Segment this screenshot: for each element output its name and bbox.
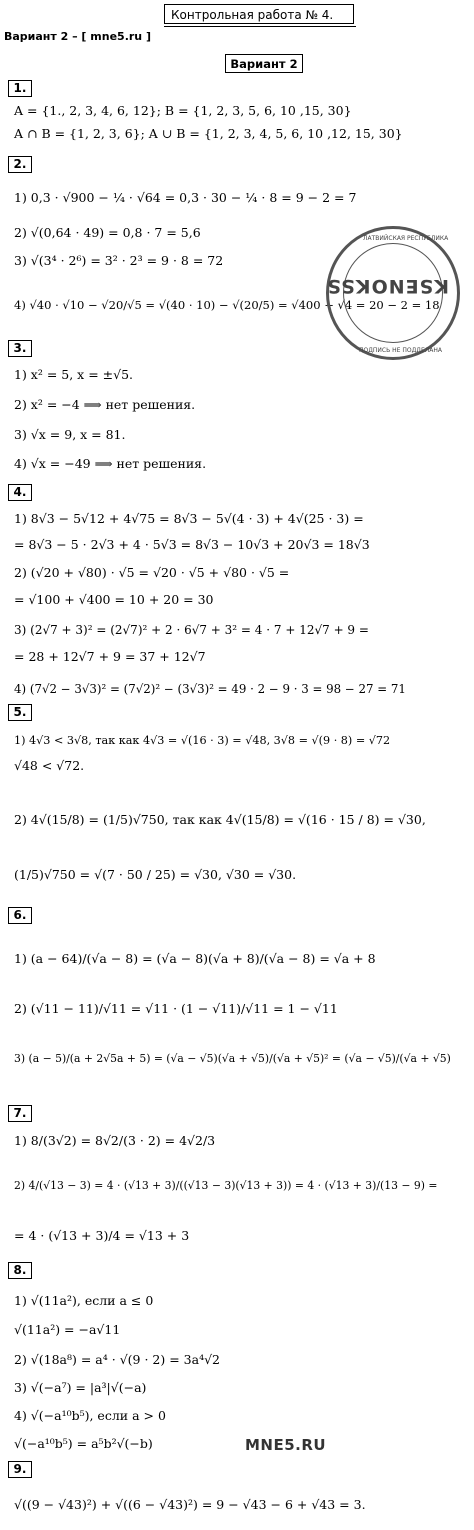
problem-4-line: 4) (7√2 − 3√3)² = (7√2)² − (3√3)² = 49 · 2 − 9 · 3 = 98 − 27 = 71: [14, 682, 406, 696]
problem-8-line: √(11a²) = −a√11: [14, 1322, 121, 1337]
problem-3-line: 3) √x = 9, x = 81.: [14, 427, 126, 442]
problem-9-line: √((9 − √43)²) + √((6 − √43)²) = 9 − √43 − 6 + √43 = 3.: [14, 1497, 366, 1512]
ksenokss-stamp: [326, 226, 460, 360]
problem-8-line: 3) √(−a⁷) = |a³|√(−a): [14, 1380, 147, 1395]
stamp-ring-text: ПОДПИСЬ НЕ ПОДДЕЛАНА: [359, 347, 442, 354]
problem-8-line: 2) √(18a⁸) = a⁴ · √(9 · 2) = 3a⁴√2: [14, 1352, 220, 1367]
problem-2-number: 2.: [8, 156, 32, 173]
watermark: MNE5.RU: [245, 1436, 327, 1454]
problem-1-number: 1.: [8, 80, 32, 97]
problem-4-number: 4.: [8, 484, 32, 501]
problem-8-line: 1) √(11a²), если a ≤ 0: [14, 1293, 154, 1308]
problem-6-number: 6.: [8, 907, 32, 924]
problem-4-line: = 28 + 12√7 + 9 = 37 + 12√7: [14, 649, 206, 664]
site-label[interactable]: Вариант 2 – [ mne5.ru ]: [4, 30, 151, 43]
problem-5-line: (1/5)√750 = √(7 · 50 / 25) = √30, √30 = √30.: [14, 867, 297, 882]
problem-4-line: 2) (√20 + √80) · √5 = √20 · √5 + √80 · √5 =: [14, 565, 290, 580]
problem-7-line: 1) 8/(3√2) = 8√2/(3 · 2) = 4√2/3: [14, 1133, 216, 1148]
problem-7-line: = 4 · (√13 + 3)/4 = √13 + 3: [14, 1228, 190, 1243]
problem-7-number: 7.: [8, 1105, 32, 1122]
problem-2-line: 4) √40 · √10 − √20/√5 = √(40 · 10) − √(20/5) = √400 − √4 = 20 − 2 = 18: [14, 298, 440, 312]
title-underline: [164, 26, 356, 27]
problem-1-line: A = {1., 2, 3, 4, 6, 12}; B = {1, 2, 3, 5, 6, 10 ,15, 30}: [14, 103, 352, 118]
problem-2-line: 2) √(0,64 · 49) = 0,8 · 7 = 5,6: [14, 225, 201, 240]
problem-4-line: 1) 8√3 − 5√12 + 4√75 = 8√3 − 5√(4 · 3) + 4√(25 · 3) =: [14, 511, 364, 526]
problem-9-number: 9.: [8, 1461, 32, 1478]
problem-6-line: 1) (a − 64)/(√a − 8) = (√a − 8)(√a + 8)/(√a − 8) = √a + 8: [14, 951, 376, 966]
variant-label: Вариант 2: [225, 54, 303, 73]
problem-6-line: 3) (a − 5)/(a + 2√5a + 5) = (√a − √5)(√a + √5)/(√a + √5)² = (√a − √5)/(√a + √5): [14, 1052, 451, 1065]
problem-5-line: √48 < √72.: [14, 758, 85, 773]
problem-4-line: = 8√3 − 5 · 2√3 + 4 · 5√3 = 8√3 − 10√3 + 20√3 = 18√3: [14, 537, 370, 552]
stamp-brand: KSENOKSS: [326, 275, 449, 297]
problem-1-line: A ∩ B = {1, 2, 3, 6}; A ∪ B = {1, 2, 3, 4, 5, 6, 10 ,12, 15, 30}: [14, 126, 403, 141]
problem-7-line: 2) 4/(√13 − 3) = 4 · (√13 + 3)/((√13 − 3)(√13 + 3)) = 4 · (√13 + 3)/(13 − 9) =: [14, 1179, 438, 1192]
problem-5-line: 1) 4√3 < 3√8, так как 4√3 = √(16 · 3) = √48, 3√8 = √(9 · 8) = √72: [14, 734, 391, 747]
problem-5-number: 5.: [8, 704, 32, 721]
page-title: Контрольная работа № 4.: [164, 4, 354, 24]
problem-8-line: √(−a¹⁰b⁵) = a⁵b²√(−b): [14, 1436, 153, 1451]
problem-8-number: 8.: [8, 1262, 32, 1279]
problem-5-line: 2) 4√(15/8) = (1/5)√750, так как 4√(15/8) = √(16 · 15 / 8) = √30,: [14, 812, 426, 827]
problem-3-line: 2) x² = −4 ⟹ нет решения.: [14, 397, 196, 412]
problem-8-line: 4) √(−a¹⁰b⁵), если a > 0: [14, 1408, 166, 1423]
stamp-ring-text: ЛАТВИЙСКАЯ РЕСПУБЛИКА: [363, 235, 449, 242]
problem-2-line: 1) 0,3 · √900 − ¼ · √64 = 0,3 · 30 − ¼ · 8 = 9 − 2 = 7: [14, 190, 357, 205]
problem-4-line: 3) (2√7 + 3)² = (2√7)² + 2 · 6√7 + 3² = 4 · 7 + 12√7 + 9 =: [14, 623, 369, 637]
problem-3-number: 3.: [8, 340, 32, 357]
problem-2-line: 3) √(3⁴ · 2⁶) = 3² · 2³ = 9 · 8 = 72: [14, 253, 224, 268]
problem-3-line: 1) x² = 5, x = ±√5.: [14, 367, 134, 382]
problem-4-line: = √100 + √400 = 10 + 20 = 30: [14, 592, 214, 607]
problem-3-line: 4) √x = −49 ⟹ нет решения.: [14, 456, 207, 471]
problem-6-line: 2) (√11 − 11)/√11 = √11 · (1 − √11)/√11 = 1 − √11: [14, 1001, 338, 1016]
